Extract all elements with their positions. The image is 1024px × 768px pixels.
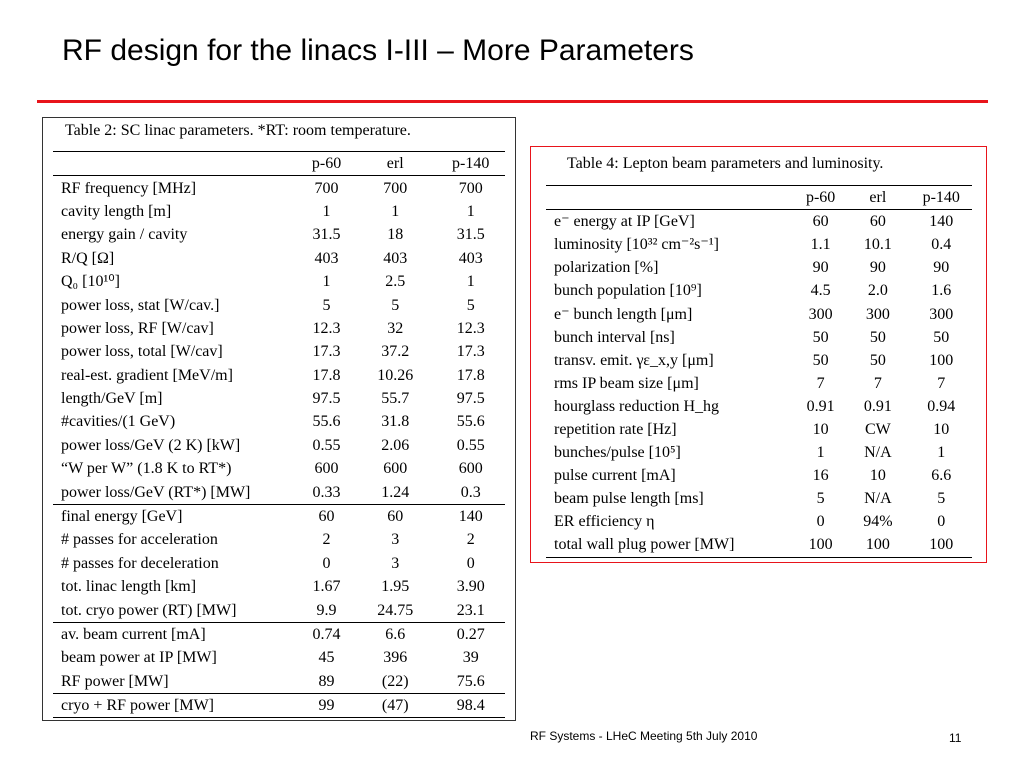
table2-value-cell: 3 [391,554,400,572]
table2-header-cell: p-60 [291,152,354,176]
table4-value-cell: 50 [933,328,950,346]
table4-row [546,233,972,256]
table4-value-cell: 60 [812,213,829,231]
table2-row [53,317,505,340]
table4-value-cell: 50 [812,351,829,369]
table4-param-name: beam pulse length [ms] [554,490,704,508]
table2-value-cell: (22) [381,672,409,690]
table2-value-cell: 17.3 [456,343,485,361]
table4-row [546,326,972,349]
table4-value-cell: 100 [808,536,833,554]
table4-value-cell: CW [864,420,891,438]
table4-header-row [546,186,972,210]
table4-param-name: ER efficiency η [554,513,655,531]
table2-row [53,247,505,270]
table2-value-cell: 396 [383,649,408,667]
table4-param-name: e⁻ energy at IP [GeV] [554,213,695,231]
table2-row [53,693,505,717]
table4-param-name: repetition rate [Hz] [554,420,677,438]
table2-param-name: cavity length [m] [61,202,172,220]
table2-value-cell: 1.67 [312,578,341,596]
table2-row [53,270,505,293]
table2-value-cell: 17.3 [312,343,341,361]
table4-param-name: total wall plug power [MW] [554,536,735,554]
table2-value-cell: 600 [314,460,339,478]
table4 [546,185,972,558]
table4-row [546,533,972,557]
table2-param-name: final energy [GeV] [61,508,183,526]
table2-value-cell: 3.90 [456,578,485,596]
table4-param-name: bunch population [10⁹] [554,282,702,300]
table2-header-cell: erl [354,152,428,176]
table4-row [546,418,972,441]
table2-value-cell: 24.75 [377,601,414,619]
title-divider [37,100,988,103]
table2-value-cell: 700 [458,179,483,197]
table2-row [53,364,505,387]
table4-value-cell: 0.91 [806,397,835,415]
table2-param-name: RF frequency [MHz] [61,179,197,197]
table4-value-cell: 10 [933,420,950,438]
table4-value-cell: 5 [937,490,946,508]
table2-row [53,410,505,433]
table4-row [546,349,972,372]
table4-value-cell: 90 [869,259,886,277]
table2-row [53,293,505,316]
table2-value-cell: 0.3 [460,483,481,501]
table2-value-cell: 32 [387,319,404,337]
table2-row [53,340,505,363]
table4-value-cell: 50 [869,351,886,369]
table2-value-cell: 98.4 [456,697,485,715]
table2-value-cell: 10.26 [377,366,414,384]
table4-row [546,395,972,418]
table4-value-cell: 90 [933,259,950,277]
table4-panel [530,146,987,563]
table4-param-name: hourglass reduction H_hg [554,397,720,415]
table4-value-cell: 140 [929,213,954,231]
table2-param-name: RF power [MW] [61,672,169,690]
table2-value-cell: 31.8 [381,413,410,431]
table2-value-cell: 2 [322,531,331,549]
table2-value-cell: 12.3 [312,319,341,337]
table2-value-cell: 97.5 [312,390,341,408]
table2-value-cell: 1 [466,273,475,291]
table2-param-name: beam power at IP [MW] [61,649,217,667]
table2-value-cell: 18 [387,226,404,244]
table4-value-cell: 300 [808,305,833,323]
table2 [53,151,505,718]
footer-text: RF Systems - LHeC Meeting 5th July 2010 [530,729,758,743]
table4-value-cell: 0 [816,513,825,531]
table2-value-cell: 1 [391,202,400,220]
table2-value-cell: 17.8 [312,366,341,384]
table4-value-cell: 10.1 [863,236,892,254]
table2-value-cell: 0.55 [456,436,485,454]
table4-value-cell: 7 [873,374,882,392]
table4-param-name: transv. emit. γε_x,y [μm] [554,351,714,369]
table2-param-name: av. beam current [mA] [61,626,206,643]
table2-param-name: cryo + RF power [MW] [61,697,214,715]
table2-row [53,223,505,246]
table2-value-cell: 0.27 [456,626,485,643]
table2-param-name: real-est. gradient [MeV/m] [61,366,233,384]
table2-value-cell: 403 [458,249,483,267]
table4-value-cell: 1.6 [931,282,952,300]
table2-param-name: Q₀ [10¹⁰] [61,273,120,291]
table4-param-name: bunches/pulse [10⁵] [554,444,681,462]
table2-value-cell: 89 [318,672,335,690]
table2-param-name: tot. linac length [km] [61,578,197,596]
table4-value-cell: 7 [816,374,825,392]
table4-value-cell: 0.4 [931,236,952,254]
table4-row [546,487,972,510]
table2-param-name: # passes for deceleration [61,554,219,572]
table4-row [546,464,972,487]
table2-value-cell: 55.7 [381,390,410,408]
table4-param-name: e⁻ bunch length [μm] [554,305,693,323]
table2-param-name: tot. cryo power (RT) [MW] [61,601,237,619]
table2-header-cell [53,152,291,176]
table4-value-cell: 10 [869,467,886,485]
table2-value-cell: 6.6 [385,626,406,643]
table2-value-cell: 31.5 [312,226,341,244]
table2-value-cell: (47) [381,697,409,715]
table4-value-cell: 0.91 [863,397,892,415]
table4-value-cell: 0.94 [927,397,956,415]
table4-value-cell: 5 [816,490,825,508]
table2-value-cell: 31.5 [456,226,485,244]
table2-header-cell: p-140 [428,152,505,176]
table2-param-name: # passes for acceleration [61,531,218,549]
table4-row [546,210,972,234]
table2-value-cell: 1.24 [381,483,410,501]
table2-value-cell: 0.55 [312,436,341,454]
table4-caption: Table 4: Lepton beam parameters and luminosity. [567,155,884,172]
table4-row [546,256,972,279]
table4-value-cell: 100 [929,536,954,554]
table2-value-cell: 140 [458,508,483,526]
table2-row [53,528,505,551]
table2-value-cell: 60 [387,508,404,526]
table2-param-name: power loss/GeV (RT*) [MW] [61,483,251,501]
table2-value-cell: 0.74 [312,626,341,643]
table2-value-cell: 55.6 [456,413,485,431]
table4-value-cell: 7 [937,374,946,392]
table4-value-cell: 90 [812,259,829,277]
table4-row [546,510,972,533]
slide-title: RF design for the linacs I-III – More Parameters [62,34,694,67]
table2-param-name: R/Q [Ω] [61,249,115,267]
table4-value-cell: 10 [812,420,829,438]
table2-row [53,387,505,410]
table2-row [53,457,505,480]
table2-row [53,598,505,622]
table2-caption: Table 2: SC linac parameters. *RT: room temperature. [65,122,411,139]
table4-value-cell: 1 [937,444,946,462]
table2-param-name: power loss/GeV (2 K) [kW] [61,436,241,454]
table2-value-cell: 600 [458,460,483,478]
table2-value-cell: 45 [318,649,335,667]
table2-value-cell: 12.3 [456,319,485,337]
table2-value-cell: 99 [318,697,335,715]
table2-value-cell: 403 [314,249,339,267]
table2-row [53,176,505,200]
table4-value-cell: 1.1 [810,236,831,254]
table4-header-cell: erl [845,186,902,210]
table2-value-cell: 17.8 [456,366,485,384]
table2-value-cell: 5 [466,296,475,314]
table4-param-name: luminosity [10³² cm⁻²s⁻¹] [554,236,719,254]
table2-value-cell: 1 [466,202,475,220]
table2-value-cell: 700 [314,179,339,197]
table4-value-cell: 100 [929,351,954,369]
table4-row [546,441,972,464]
table4-param-name: bunch interval [ns] [554,328,675,346]
table2-row [53,575,505,598]
table4-param-name: polarization [%] [554,259,659,277]
table2-value-cell: 5 [391,296,400,314]
table4-param-name: pulse current [mA] [554,467,676,485]
table2-value-cell: 39 [462,649,479,667]
table4-header-cell: p-140 [902,186,972,210]
table4-value-cell: 1 [816,444,825,462]
table4-value-cell: 300 [929,305,954,323]
table4-row [546,302,972,325]
table2-row [53,670,505,694]
table2-value-cell: 700 [383,179,408,197]
table2-value-cell: 1.95 [381,578,410,596]
table2-value-cell: 600 [383,460,408,478]
table4-value-cell: 60 [869,213,886,231]
table2-row [53,200,505,223]
table2-value-cell: 60 [318,508,335,526]
table2-param-name: power loss, RF [W/cav] [61,319,214,337]
table4-header-cell [546,186,788,210]
table4-value-cell: 16 [812,467,829,485]
table4-value-cell: 300 [865,305,890,323]
table4-value-cell: 50 [869,328,886,346]
table2-value-cell: 97.5 [456,390,485,408]
table2-value-cell: 75.6 [456,672,485,690]
table2-value-cell: 23.1 [456,601,485,619]
table4-value-cell: N/A [864,490,892,508]
table2-row [53,646,505,669]
table2-row [53,434,505,457]
table2-value-cell: 9.9 [316,601,337,619]
table2-value-cell: 55.6 [312,413,341,431]
table2-param-name: “W per W” (1.8 K to RT*) [61,460,232,478]
table2-param-name: length/GeV [m] [61,390,163,408]
table4-value-cell: 0 [937,513,946,531]
table2-value-cell: 403 [383,249,408,267]
table4-value-cell: 100 [865,536,890,554]
table2-value-cell: 0 [322,554,331,572]
table2-row [53,480,505,504]
table2-param-name: power loss, total [W/cav] [61,343,223,361]
table4-value-cell: 2.0 [867,282,888,300]
table2-param-name: #cavities/(1 GeV) [61,413,176,431]
table4-header-cell: p-60 [788,186,845,210]
table4-row [546,372,972,395]
table2-value-cell: 0.33 [312,483,341,501]
table2-value-cell: 2.06 [381,436,410,454]
table4-value-cell: 50 [812,328,829,346]
table4-value-cell: 94% [863,513,893,531]
table4-param-name: rms IP beam size [μm] [554,374,699,392]
table2-value-cell: 5 [322,296,331,314]
page-number: 11 [949,731,962,745]
table2-value-cell: 3 [391,531,400,549]
table2-row [53,552,505,575]
table2-param-name: energy gain / cavity [61,226,188,244]
table4-value-cell: N/A [864,444,892,462]
table2-value-cell: 2.5 [385,273,406,291]
table4-value-cell: 4.5 [810,282,831,300]
table2-value-cell: 0 [466,554,475,572]
table2-value-cell: 2 [466,531,475,549]
table4-value-cell: 6.6 [931,467,952,485]
table2-row [53,622,505,646]
table2-value-cell: 1 [322,273,331,291]
table2-header-row [53,152,505,176]
table2-param-name: power loss, stat [W/cav.] [61,296,220,314]
table2-panel [42,117,516,721]
table2-value-cell: 1 [322,202,331,220]
table2-value-cell: 37.2 [381,343,410,361]
table4-row [546,279,972,302]
table2-row [53,504,505,528]
